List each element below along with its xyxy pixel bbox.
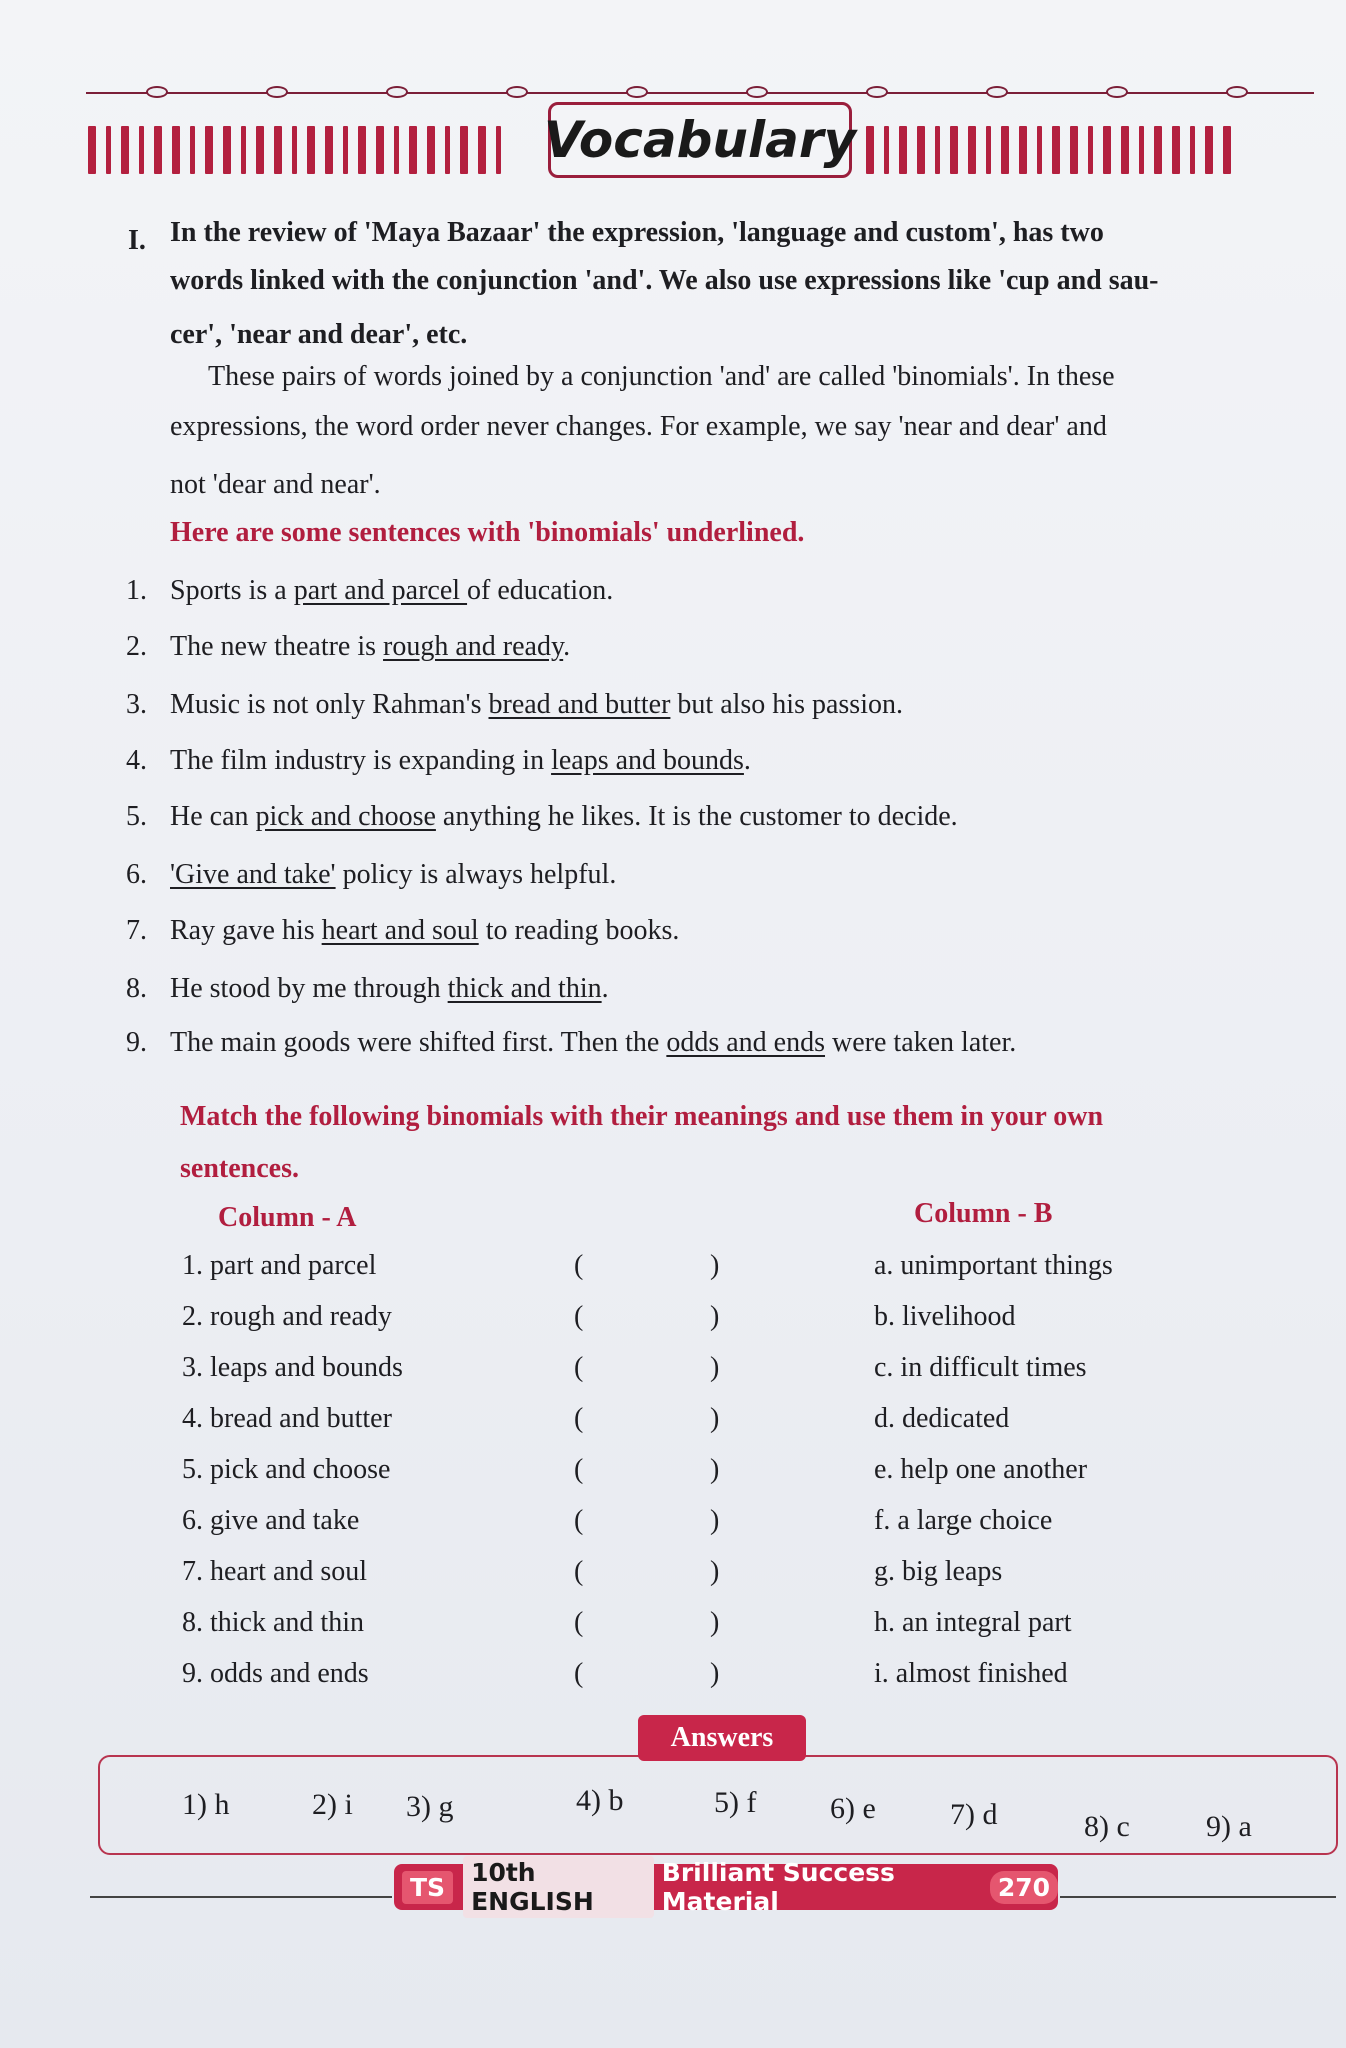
column-b-item: i. almost finished <box>874 1658 1068 1689</box>
sentence-text: . <box>743 745 751 776</box>
binomial-underlined: bread and butter <box>488 689 671 720</box>
ornament-knot <box>266 86 288 98</box>
column-b-label: Column - B <box>914 1198 1053 1229</box>
answer-bracket-open[interactable]: ( <box>574 1454 584 1485</box>
left-stripe-band <box>88 122 501 178</box>
column-b-item: c. in difficult times <box>874 1352 1087 1383</box>
top-ornament-line <box>86 92 1314 94</box>
column-b-item: e. help one another <box>874 1454 1088 1485</box>
sentence-number: 1. <box>126 575 147 606</box>
answer-item: 8) c <box>1084 1810 1130 1843</box>
sentence-text: anything he likes. It is the customer to decide. <box>435 801 958 832</box>
section-number: I. <box>128 225 146 256</box>
sentence-text: . <box>601 973 609 1004</box>
para-line: These pairs of words joined by a conjunction 'and' are called 'binomials'. In these <box>208 361 1115 392</box>
sentence-text: Ray gave his <box>170 915 322 946</box>
answer-bracket-close: ) <box>710 1250 720 1281</box>
column-a-item: 5. pick and choose <box>182 1454 391 1485</box>
match-row <box>182 1556 1182 1596</box>
sentence-number: 2. <box>126 631 147 662</box>
answer-item: 1) h <box>182 1788 230 1821</box>
column-a-item: 4. bread and butter <box>182 1403 392 1434</box>
sentence-text: Music is not only Rahman's <box>170 689 489 720</box>
sentence-text: Sports is a <box>170 575 294 606</box>
answer-item: 9) a <box>1206 1810 1252 1843</box>
sentence-text: to reading books. <box>478 915 680 946</box>
answer-item: 7) d <box>950 1798 998 1831</box>
column-b-item: f. a large choice <box>874 1505 1053 1536</box>
binomial-underlined: pick and choose <box>255 801 436 832</box>
para-line: not 'dear and near'. <box>170 469 381 500</box>
right-stripe-band <box>866 122 1231 178</box>
answer-item: 4) b <box>576 1784 624 1817</box>
column-b-item: a. unimportant things <box>874 1250 1113 1281</box>
section-title-box <box>543 102 857 178</box>
match-heading: sentences. <box>180 1153 299 1184</box>
answer-bracket-open[interactable]: ( <box>574 1607 584 1638</box>
column-b-item: b. livelihood <box>874 1301 1016 1332</box>
footer-line-right <box>1060 1896 1336 1898</box>
answer-bracket-close: ) <box>710 1352 720 1383</box>
binomial-sentence <box>126 800 958 834</box>
sentence-text: He stood by me through <box>170 973 448 1004</box>
sentence-number: 8. <box>126 973 147 1004</box>
answer-bracket-close: ) <box>710 1607 720 1638</box>
answer-bracket-open[interactable]: ( <box>574 1556 584 1587</box>
binomial-underlined: heart and soul <box>321 915 479 946</box>
footer-page-number: 270 <box>990 1871 1058 1904</box>
sentence-text: . <box>563 631 571 662</box>
ornament-knot <box>146 86 168 98</box>
column-a-item: 3. leaps and bounds <box>182 1352 403 1383</box>
answer-item: 2) i <box>312 1788 353 1821</box>
answer-bracket-open[interactable]: ( <box>574 1250 584 1281</box>
match-row <box>182 1352 1182 1392</box>
column-a-label: Column - A <box>218 1202 357 1233</box>
answer-item: 6) e <box>830 1792 876 1825</box>
sentence-text: were taken later. <box>825 1027 1017 1058</box>
column-a-item: 7. heart and soul <box>182 1556 368 1587</box>
binomial-sentence <box>126 630 570 664</box>
sentence-text: of education. <box>467 575 614 606</box>
match-row <box>182 1505 1182 1545</box>
ornament-knot <box>386 86 408 98</box>
ornament-knot <box>746 86 768 98</box>
ornament-knot <box>626 86 648 98</box>
ornament-knot <box>506 86 528 98</box>
match-row <box>182 1250 1182 1290</box>
match-row <box>182 1301 1182 1341</box>
answer-bracket-close: ) <box>710 1505 720 1536</box>
sentence-text: The film industry is expanding in <box>170 745 552 776</box>
binomial-underlined: odds and ends <box>666 1027 826 1058</box>
intro-line: cer', 'near and dear', etc. <box>170 319 468 350</box>
answer-item: 3) g <box>406 1790 454 1823</box>
binomial-sentence <box>126 972 609 1006</box>
answer-bracket-open[interactable]: ( <box>574 1658 584 1689</box>
footer-board: TS <box>402 1871 453 1904</box>
column-b-item: h. an integral part <box>874 1607 1072 1638</box>
sentence-number: 4. <box>126 745 147 776</box>
match-row <box>182 1454 1182 1494</box>
binomial-sentence <box>126 688 903 722</box>
answer-bracket-close: ) <box>710 1403 720 1434</box>
ornament-knot <box>866 86 888 98</box>
column-b-item: g. big leaps <box>874 1556 1003 1587</box>
binomial-sentence <box>126 1026 1016 1060</box>
answer-bracket-close: ) <box>710 1556 720 1587</box>
sentence-number: 9. <box>126 1027 147 1058</box>
ornament-knot <box>986 86 1008 98</box>
binomial-underlined: part and parcel <box>293 575 468 606</box>
binomial-underlined: 'Give and take' <box>170 859 336 890</box>
column-a-item: 9. odds and ends <box>182 1658 369 1689</box>
footer-line-left <box>90 1896 392 1898</box>
intro-line: In the review of 'Maya Bazaar' the expression, 'language and custom', has two <box>170 217 1104 248</box>
ornament-knot <box>1106 86 1128 98</box>
match-row <box>182 1607 1182 1647</box>
answer-bracket-close: ) <box>710 1658 720 1689</box>
binomial-sentence <box>126 858 616 892</box>
column-b-item: d. dedicated <box>874 1403 1010 1434</box>
answer-bracket-open[interactable]: ( <box>574 1505 584 1536</box>
footer-class-subject: 10th ENGLISH <box>463 1856 654 1918</box>
sentence-text: policy is always helpful. <box>335 859 617 890</box>
answer-item: 5) f <box>714 1786 757 1819</box>
sentence-text: The main goods were shifted first. Then the <box>170 1027 667 1058</box>
answers-label: Answers <box>638 1715 806 1761</box>
binomial-sentence <box>126 744 751 778</box>
sentence-number: 6. <box>126 859 147 890</box>
ornament-knot <box>1226 86 1248 98</box>
sentence-number: 5. <box>126 801 147 832</box>
page-title: Vocabulary <box>543 111 857 169</box>
match-row <box>182 1658 1182 1698</box>
sentence-text: but also his passion. <box>670 689 903 720</box>
binomial-sentence <box>126 574 613 608</box>
answer-bracket-open[interactable]: ( <box>574 1403 584 1434</box>
binomial-underlined: leaps and bounds <box>551 745 744 776</box>
binomial-underlined: rough and ready <box>383 631 564 662</box>
answer-bracket-open[interactable]: ( <box>574 1301 584 1332</box>
sentence-text: The new theatre is <box>170 631 384 662</box>
match-row <box>182 1403 1182 1443</box>
para-line: expressions, the word order never changes. For example, we say 'near and dear' and <box>170 411 1107 442</box>
answer-bracket-close: ) <box>710 1301 720 1332</box>
binomial-underlined: thick and thin <box>447 973 602 1004</box>
sentence-number: 3. <box>126 689 147 720</box>
intro-line: words linked with the conjunction 'and'. We also use expressions like 'cup and sau- <box>170 265 1159 296</box>
sentence-number: 7. <box>126 915 147 946</box>
answer-bracket-open[interactable]: ( <box>574 1352 584 1383</box>
sentence-text: He can <box>170 801 256 832</box>
footer-book-title: Brilliant Success Material <box>661 1858 895 1916</box>
match-heading: Match the following binomials with their meanings and use them in your own <box>180 1101 1104 1132</box>
column-a-item: 2. rough and ready <box>182 1301 392 1332</box>
answer-bracket-close: ) <box>710 1454 720 1485</box>
footer-banner <box>394 1858 1058 1916</box>
column-a-item: 6. give and take <box>182 1505 360 1536</box>
examples-heading: Here are some sentences with 'binomials' underlined. <box>170 517 805 548</box>
column-a-item: 8. thick and thin <box>182 1607 364 1638</box>
binomial-sentence <box>126 914 679 948</box>
column-a-item: 1. part and parcel <box>182 1250 377 1281</box>
